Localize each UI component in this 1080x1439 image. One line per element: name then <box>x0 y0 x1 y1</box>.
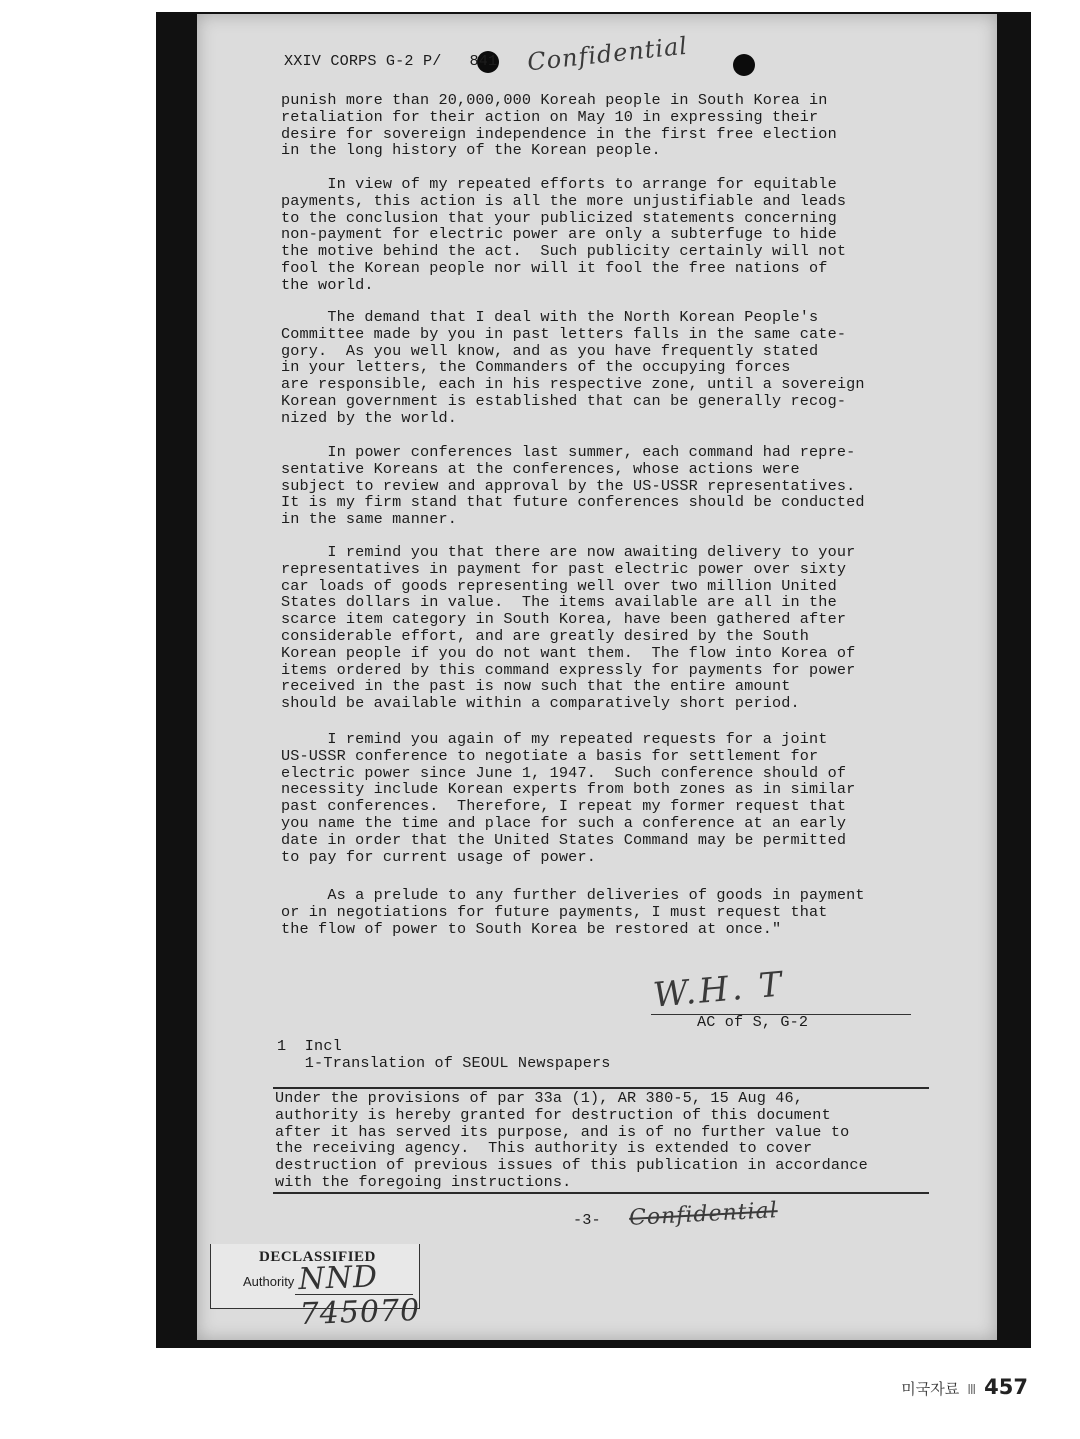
handwritten-classification-footer: Confidential <box>628 1198 779 1231</box>
stamp-authority-label: Authority <box>243 1274 295 1289</box>
routing-code: XXIV CORPS G-2 P/ <box>284 52 442 70</box>
stamp-title: DECLASSIFIED <box>259 1249 376 1265</box>
document-scan <box>156 12 1031 1348</box>
declassified-stamp <box>210 1244 421 1333</box>
destruction-notice: Under the provisions of par 33a (1), AR 380-5, 15 Aug 46, authority is hereby granted for destruction of this document after it has served its purpose, and is of no further value to the receiving agency. This authority is extended to cover destruction of previous issues of this publication in accordance with the foregoing instructions. <box>275 1089 868 1191</box>
paragraph-3: The demand that I deal with the North Korean People's Committee made by you in past letters falls in the same cate- gory. As you well know, and as you have frequently stated in your letters, the Commanders of the occupying forces are responsible, each in his respective zone, until a sovereign Korean government is established that can be generally recog- nized by the world. <box>281 308 865 427</box>
paragraph-1: punish more than 20,000,000 Koreah people in South Korea in retaliation for their action on May 10 in expressing their desire for sovereign independence in the first free election in the long history of the Korean people. <box>281 91 837 160</box>
routing-header <box>284 53 497 70</box>
section-label: 미국자료 <box>901 1380 960 1398</box>
paragraph-6: I remind you again of my repeated requests for a joint US-USSR conference to negotiate a basis for settlement for electric power since June 1, 1947. Such conference should of necessity include Korean experts from both zones as in similar past conferences. Therefore, I repeat my former request that you name the time and place for such a conference at an early date in order that the United States Command may be permitted to pay for current usage of power. <box>281 730 856 866</box>
book-footer <box>901 1375 1028 1399</box>
document-page <box>197 14 997 1340</box>
page-marker: -3- <box>573 1211 601 1229</box>
paragraph-2: In view of my repeated efforts to arrange for equitable payments, this action is all the more unjustifiable and leads to the conclusion that your publicized statements concerning non-payment for electric power are only a subterfuge to hide the motive behind the act. Such publicity certainly will not fool the Korean people nor will it fool the free nations of the world. <box>281 175 847 294</box>
signatory-title: AC of S, G-2 <box>697 1013 809 1031</box>
stamp-underline <box>295 1294 413 1295</box>
paragraph-7: As a prelude to any further deliveries of goods in payment or in negotiations for future payments, I must request that the flow of power to South Korea be restored at once." <box>281 886 865 938</box>
paragraph-5: I remind you that there are now awaiting delivery to your representatives in payment for past electric power over sixty car loads of goods representing well over two million United States dollars in value. The items available are all in the scarce item category in South Korea, have been gathered after considerable effort, and are greatly desired by the South Korean people if you do not want them. The flow into Korea of items ordered by this command expressly for payments for power received in the past is now such that the entire amount should be available within a comparatively short period. <box>281 543 856 713</box>
punch-hole <box>733 54 755 76</box>
section-separator: Ⅲ <box>967 1383 977 1398</box>
routing-code-suffix: 841 <box>469 52 498 70</box>
paragraph-4: In power conferences last summer, each command had repre- sentative Koreans at the conferences, whose actions were subject to review and approval by the US-USSR representatives. It is my firm stand that future conferences should be conducted in the same manner. <box>281 443 865 529</box>
stamp-authority-number: NND 745070 <box>297 1259 421 1333</box>
page-number: 457 <box>984 1375 1028 1399</box>
handwritten-classification: Confidential <box>525 31 690 77</box>
divider-rule <box>273 1192 929 1194</box>
enclosure-list: 1 Incl 1-Translation of SEOUL Newspapers <box>277 1037 611 1072</box>
signature: W.H. T <box>651 964 787 1016</box>
